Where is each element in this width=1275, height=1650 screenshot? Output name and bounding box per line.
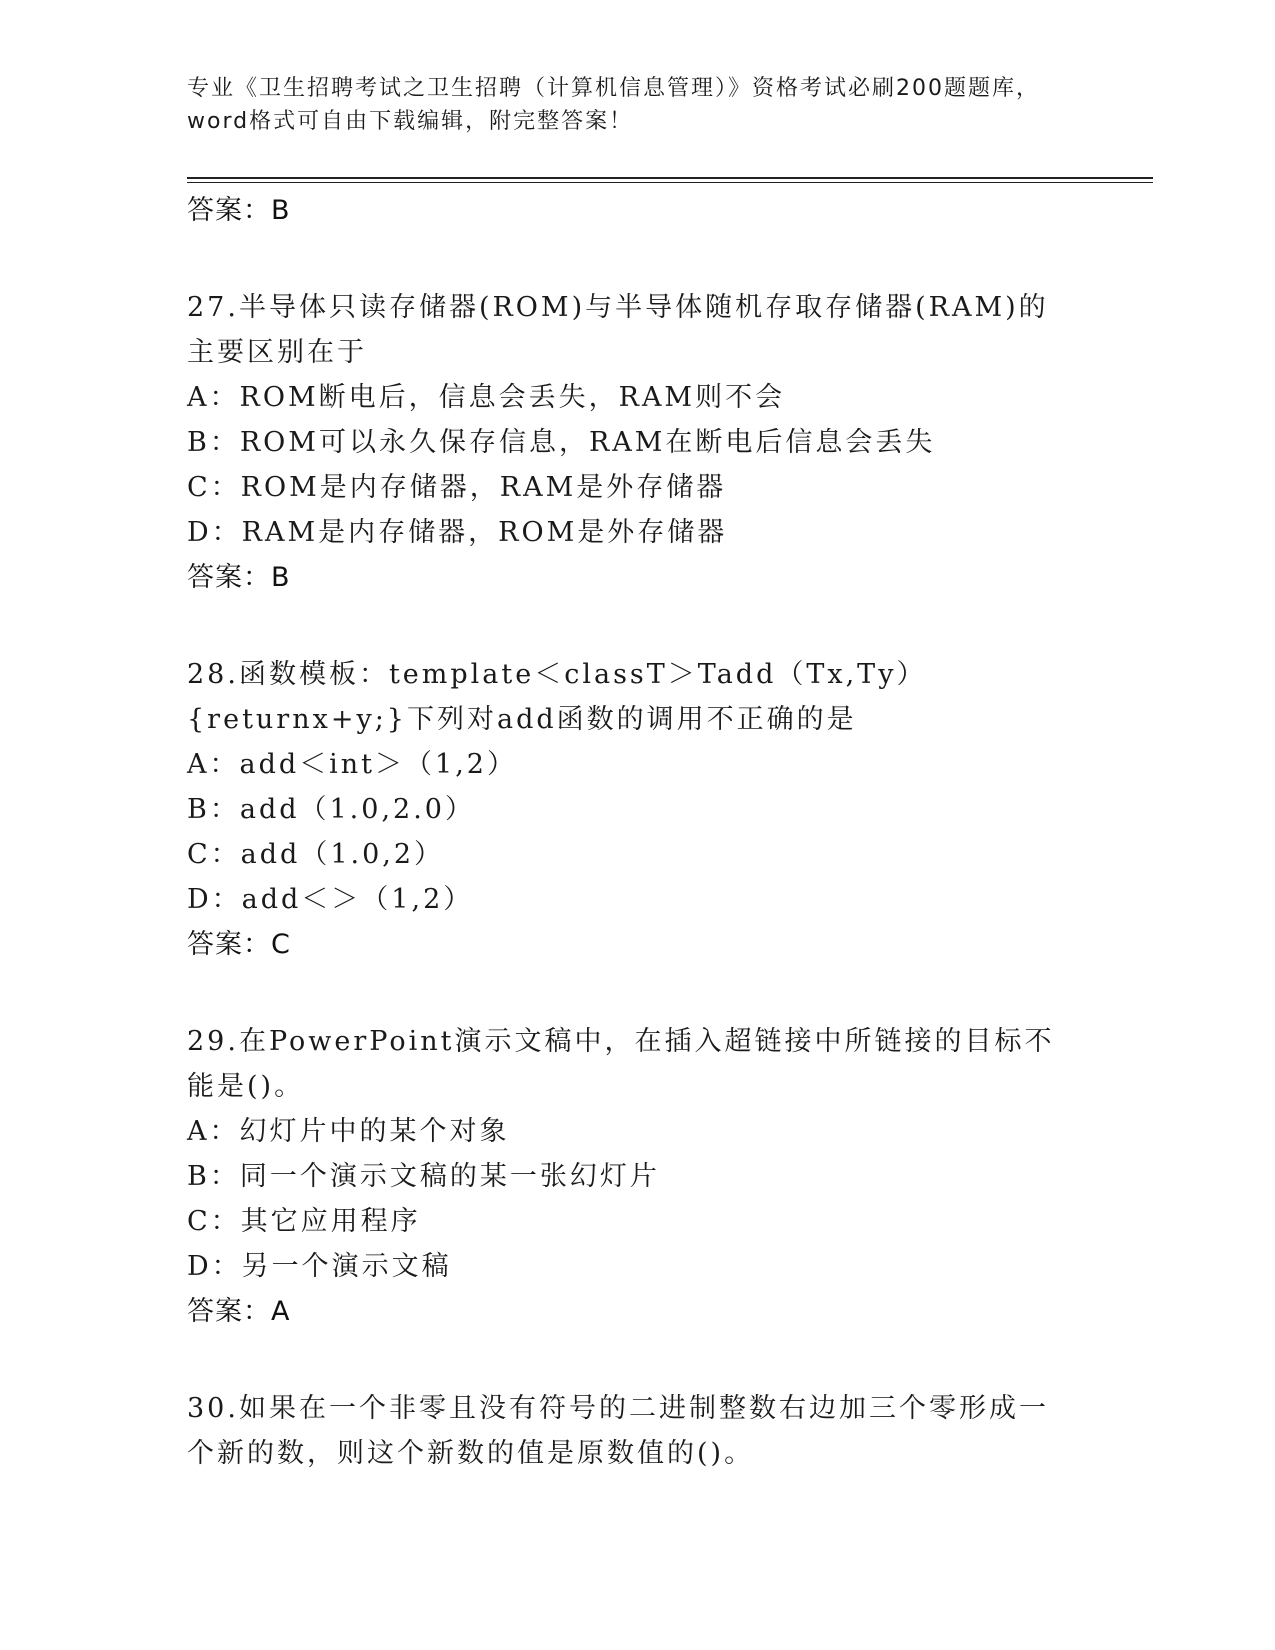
- header-line-2: word格式可自由下载编辑，附完整答案！: [187, 109, 634, 134]
- answer-line: 答案：A: [187, 1296, 291, 1327]
- header-line-1: 专业《卫生招聘考试之卫生招聘（计算机信息管理）》资格考试必刷200题题库，: [187, 76, 1040, 101]
- option-c: C：ROM是内存储器，RAM是外存储器: [187, 472, 727, 503]
- header-divider: [187, 177, 1153, 183]
- question-block: [187, 1019, 1107, 1334]
- answer-line: 答案：B: [187, 562, 291, 593]
- spacer: [187, 600, 1107, 652]
- answer-line: 答案：C: [187, 929, 291, 960]
- answer-line: 答案：B: [187, 195, 291, 226]
- spacer: [187, 967, 1107, 1019]
- option-d: D：add＜＞（1,2）: [187, 884, 474, 915]
- option-c: C：add（1.0,2）: [187, 839, 445, 870]
- option-a: A：add＜int＞（1,2）: [187, 749, 517, 780]
- question-title: 28.函数模板：template＜classT＞Tadd（Tx,Ty）{returnx+y;}下列对add函数的调用不正确的是: [187, 659, 927, 735]
- question-title: 30.如果在一个非零且没有符号的二进制整数右边加三个零形成一个新的数，则这个新数的值是原数值的()。: [187, 1393, 1049, 1469]
- question-block: [187, 652, 1107, 967]
- option-a: A：幻灯片中的某个对象: [187, 1116, 510, 1147]
- option-b: B：add（1.0,2.0）: [187, 794, 475, 825]
- question-title: 29.在PowerPoint演示文稿中，在插入超链接中所链接的目标不能是()。: [187, 1026, 1055, 1102]
- page-header: [187, 72, 1087, 138]
- option-a: A：ROM断电后，信息会丢失，RAM则不会: [187, 382, 786, 413]
- option-d: D：另一个演示文稿: [187, 1251, 452, 1282]
- question-block: [187, 285, 1107, 600]
- option-d: D：RAM是内存储器，ROM是外存储器: [187, 517, 728, 548]
- spacer: [187, 233, 1107, 285]
- option-b: B：ROM可以永久保存信息，RAM在断电后信息会丢失: [187, 427, 936, 458]
- spacer: [187, 1334, 1107, 1386]
- question-block: [187, 1386, 1107, 1476]
- question-title: 27.半导体只读存储器(ROM)与半导体随机存取存储器(RAM)的主要区别在于: [187, 292, 1049, 368]
- question-list: [187, 188, 1107, 1476]
- option-b: B：同一个演示文稿的某一张幻灯片: [187, 1161, 660, 1192]
- option-c: C：其它应用程序: [187, 1206, 421, 1237]
